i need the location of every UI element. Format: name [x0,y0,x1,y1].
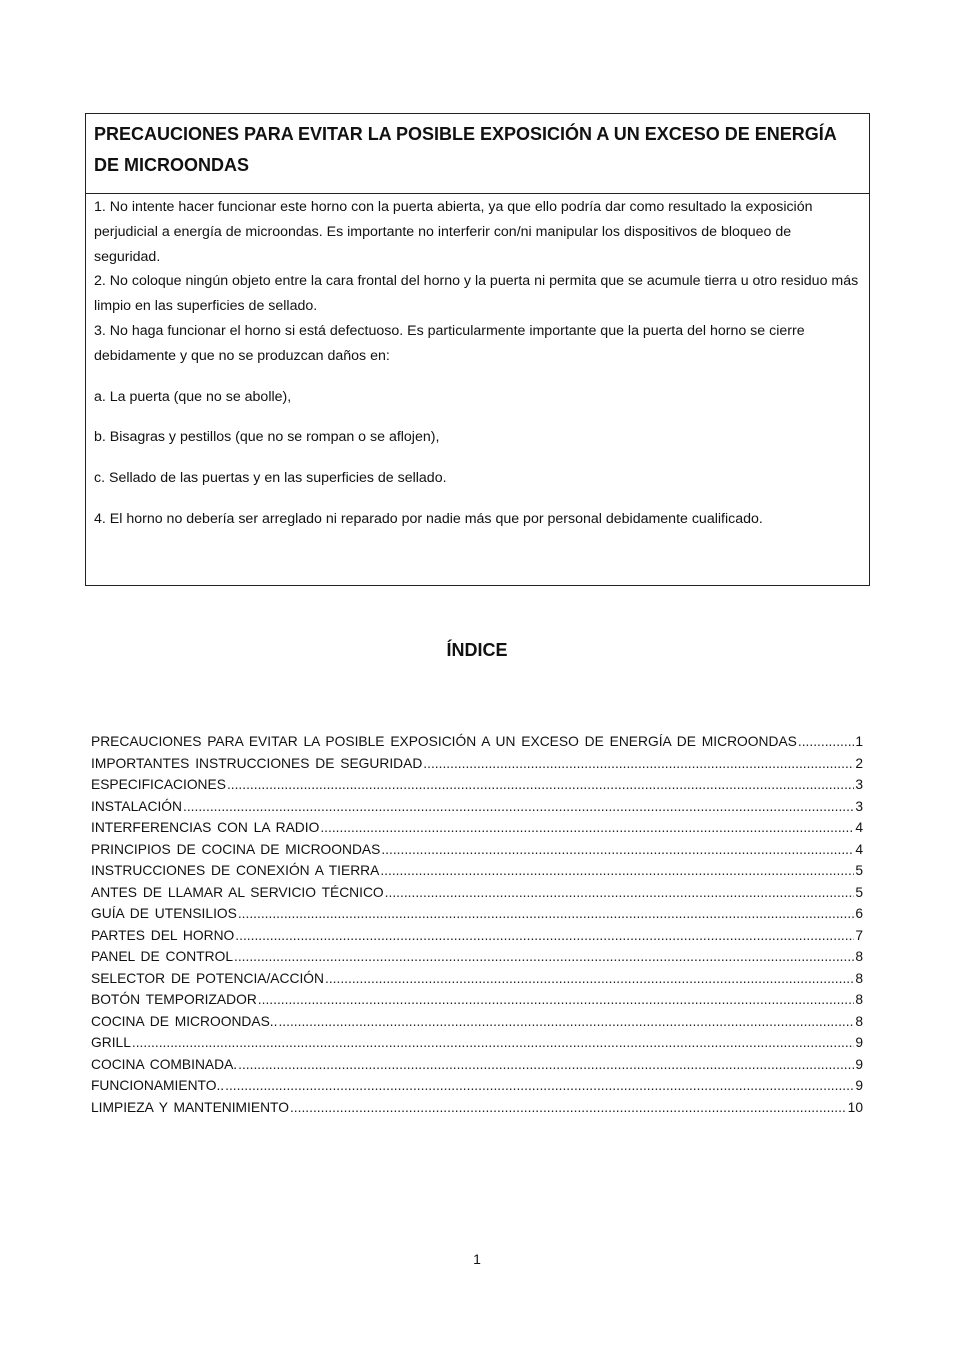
toc-leader-dots [325,968,854,990]
toc-leader-dots [798,731,854,753]
toc-entry-label: ANTES DE LLAMAR AL SERVICIO TÉCNICO [91,884,384,900]
toc-entry-page: 6 [855,906,863,921]
toc-entry-label: PANEL DE CONTROL [91,949,233,964]
toc-entry-label: PRINCIPIOS DE COCINA DE MICROONDAS [91,841,381,857]
toc-entry[interactable] [91,1097,863,1119]
toc-entry-page: 7 [855,927,863,943]
toc-entry[interactable] [91,1054,863,1076]
toc-leader-dots [225,1075,854,1097]
toc-entry-label: FUNCIONAMIENTO.. [91,1078,225,1093]
toc-leader-dots [290,1097,847,1119]
precaution-item-3a: a. La puerta (que no se abolle), [94,388,292,405]
precaution-item-2: 2. No coloque ningún objeto entre la cara frontal del horno y la puerta ni permita que se acumule tierra u otro residuo más limpio en las superficies de sellado. [94,273,859,315]
toc-entry-label: PRECAUCIONES PARA EVITAR LA POSIBLE EXPOSICIÓN A UN EXCESO DE ENERGÍA DE MICROONDAS [91,734,797,749]
toc-entry-label: ESPECIFICACIONES [91,777,226,792]
page-number: 1 [473,1251,481,1267]
toc-entry-page: 3 [855,777,863,792]
toc-entry-label: INSTRUCCIONES DE CONEXIÓN A TIERRA [91,863,380,878]
toc-leader-dots [258,989,855,1011]
precaution-item-3: 3. No haga funcionar el horno si está defectuoso. Es particularmente importante que la puerta del horno se cierre debidamente y que no se produzcan daños en: [94,322,805,364]
toc-entry[interactable] [91,774,863,796]
toc-entry-page: 2 [855,755,863,771]
toc-entry-label: COCINA DE MICROONDAS.. [91,1013,278,1029]
precaution-item-3b: b. Bisagras y pestillos (que no se rompan o se aflojen), [94,429,440,446]
toc-leader-dots [238,903,854,925]
toc-leader-dots [380,860,854,882]
toc-entry-page: 4 [855,841,863,857]
toc-entry-page: 8 [855,1013,863,1029]
toc-entry-label: LIMPIEZA Y MANTENIMIENTO [91,1099,289,1115]
toc-leader-dots [320,817,854,839]
toc-leader-dots [385,882,855,904]
toc-entry-page: 8 [855,992,863,1007]
toc-entry-label: IMPORTANTES INSTRUCCIONES DE SEGURIDAD [91,755,423,771]
toc-entry-label: GUÍA DE UTENSILIOS [91,906,237,921]
toc-entry-page: 4 [855,820,863,835]
precaution-item-4: 4. El horno no debería ser arreglado ni reparado por nadie más que por personal debidamente cualificado. [94,510,763,527]
precautions-title: PRECAUCIONES PARA EVITAR LA POSIBLE EXPOSICIÓN A UN EXCESO DE ENERGÍA DE MICROONDAS [86,114,869,194]
toc-entry-page: 9 [855,1078,863,1093]
toc-entry-label: INTERFERENCIAS CON LA RADIO [91,820,320,835]
precaution-item-1: 1. No intente hacer funcionar este horno con la puerta abierta, ya que ello podría dar como resultado la exposición perjudicial a energía de microondas. Es importante no interferir con/ni manipular los dispositivos de bloqueo de seguridad. [94,199,813,265]
toc-entry[interactable] [91,1075,863,1097]
toc-entry-label: BOTÓN TEMPORIZADOR [91,992,257,1007]
precautions-box [85,113,870,586]
toc-entry-label: COCINA COMBINADA. [91,1056,238,1072]
toc-entry[interactable] [91,882,863,904]
toc-entry-page: 3 [855,798,863,814]
toc-entry-label: SELECTOR DE POTENCIA/ACCIÓN [91,970,324,986]
toc-entry-page: 10 [847,1099,863,1115]
toc-entry-page: 8 [855,949,863,964]
toc-entry-page: 5 [855,884,863,900]
toc-entry[interactable] [91,968,863,990]
toc-entry-label: GRILL [91,1035,131,1050]
toc-entry[interactable] [91,989,863,1011]
toc-entry[interactable] [91,1011,863,1033]
toc-leader-dots [423,753,854,775]
toc-leader-dots [278,1011,854,1033]
toc-leader-dots [132,1032,854,1054]
toc-entry[interactable] [91,903,863,925]
toc-leader-dots [238,1054,854,1076]
toc-entry[interactable] [91,796,863,818]
toc-entry[interactable] [91,817,863,839]
toc-entry[interactable] [91,731,863,753]
precaution-item-3c: c. Sellado de las puertas y en las superficies de sellado. [94,470,447,487]
toc-leader-dots [381,839,854,861]
toc-entry-page: 8 [855,970,863,986]
toc-entry-page: 9 [855,1056,863,1072]
toc-entry[interactable] [91,946,863,968]
toc-entry[interactable] [91,1032,863,1054]
toc-entry-page: 5 [855,863,863,878]
toc-entry[interactable] [91,839,863,861]
toc-entry[interactable] [91,925,863,947]
toc-leader-dots [234,946,854,968]
index-heading: ÍNDICE [446,640,508,660]
toc-entry[interactable] [91,753,863,775]
toc-entry-label: PARTES DEL HORNO [91,927,235,943]
table-of-contents [91,731,863,1118]
toc-entry-label: INSTALACIÓN [91,798,182,814]
toc-leader-dots [235,925,854,947]
toc-leader-dots [227,774,854,796]
toc-entry-page: 1 [855,734,863,749]
toc-entry[interactable] [91,860,863,882]
toc-entry-page: 9 [855,1035,863,1050]
precautions-body [86,194,869,532]
toc-leader-dots [183,796,854,818]
